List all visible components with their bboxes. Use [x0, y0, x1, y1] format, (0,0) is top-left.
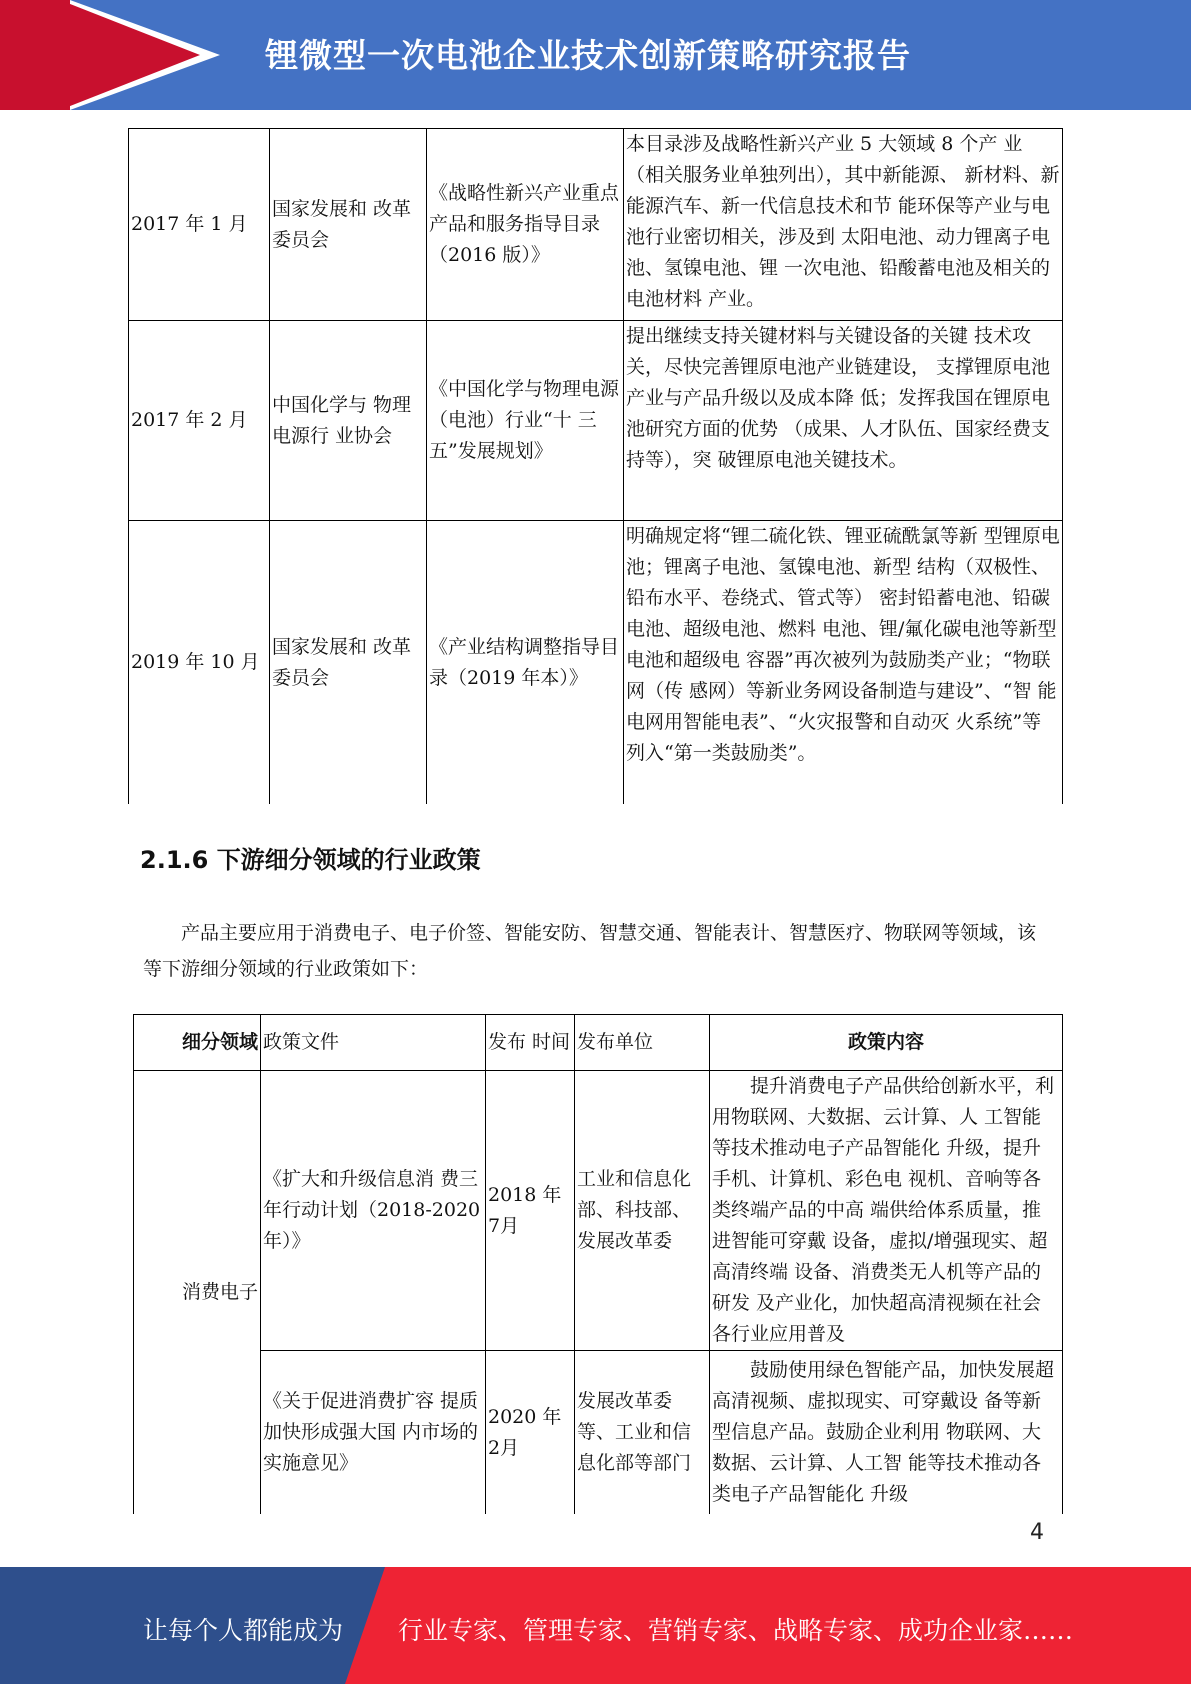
date-cell: 2017 年 2 月	[129, 321, 270, 521]
doc-cell: 《中国化学与物理电源（电池）行业“十 三五”发展规划》	[427, 321, 624, 521]
content-cell: 提出继续支持关键材料与关键设备的关键 技术攻关，尽快完善锂原电池产业链建设， 支撑锂原电池产业与产品升级以及成本降 低；发挥我国在锂原电池研究方面的优势 （成果、人才队伍、国家经费支持等），突 破锂原电池关键技术。	[624, 321, 1063, 521]
header-time: 发布 时间	[486, 1015, 575, 1071]
section-paragraph: 产品主要应用于消费电子、电子价签、智能安防、智慧交通、智能表计、智慧医疗、物联网等领域，该等下游细分领域的行业政策如下：	[143, 922, 1037, 980]
footer-slogan-left: 让每个人都能成为	[143, 1616, 344, 1645]
date-cell: 2019 年 10 月	[129, 521, 270, 805]
unit-cell: 发展改革委等、工业和信息化部等部门	[575, 1351, 710, 1515]
content-cell: 明确规定将“锂二硫化铁、锂亚硫酰氯等新 型锂原电池；锂离子电池、氢镍电池、新型 结构（双极性、铅布水平、卷绕式、管式等） 密封铅蓄电池、铅碳电池、超级电池、燃料 电池、锂/氟化碳电池等新型电池和超级电 容器”再次被列为鼓励类产业；“物联网（传 感网）等新业务网设备制造与建设”、“智 能电网用智能电表”、“火灾报警和自动灭 火系统”等列入“第一类鼓励类”。	[624, 521, 1063, 805]
report-title: 锂微型一次电池企业技术创新策略研究报告	[265, 36, 911, 75]
org-cell: 中国化学与 物理电源行 业协会	[270, 321, 427, 521]
header-doc: 政策文件	[261, 1015, 486, 1071]
doc-cell: 《产业结构调整指导目录（2019 年本）》	[427, 521, 624, 805]
policy-table-downstream	[133, 1014, 1063, 1514]
doc-cell: 《关于促进消费扩容 提质加快形成强大国 内市场的实施意见》	[261, 1351, 486, 1515]
table-row	[134, 1071, 1063, 1351]
page-number: 4	[1030, 1520, 1044, 1545]
org-cell: 国家发展和 改革委员会	[270, 129, 427, 321]
page-footer	[0, 1567, 1191, 1684]
time-cell: 2020 年 2月	[486, 1351, 575, 1515]
table-row	[129, 129, 1063, 321]
table-header-row	[134, 1015, 1063, 1071]
section-heading: 2.1.6 下游细分领域的行业政策	[140, 846, 481, 874]
org-cell: 国家发展和 改革委员会	[270, 521, 427, 805]
domain-cell: 消费电子	[134, 1071, 261, 1515]
content-cell: 本目录涉及战略性新兴产业 5 大领域 8 个产 业（相关服务业单独列出），其中新能源、 新材料、新能源汽车、新一代信息技术和节 能环保等产业与电池行业密切相关，涉及到 太阳电池、动力锂离子电池、氢镍电池、锂 一次电池、铅酸蓄电池及相关的电池材料 产业。	[624, 129, 1063, 321]
header-unit: 发布单位	[575, 1015, 710, 1071]
header-content: 政策内容	[710, 1015, 1063, 1071]
footer-slogan-right: 行业专家、管理专家、营销专家、战略专家、成功企业家……	[398, 1616, 1074, 1645]
table-row	[129, 321, 1063, 521]
header-domain: 细分领域	[134, 1015, 261, 1071]
page-header	[0, 0, 1191, 110]
content-cell: 鼓励使用绿色智能产品，加快发展超高清视频、虚拟现实、可穿戴设 备等新型信息产品。鼓励企业利用 物联网、大数据、云计算、人工智 能等技术推动各类电子产品智能化 升级	[710, 1351, 1063, 1515]
content-cell: 提升消费电子产品供给创新水平，利用物联网、大数据、云计算、人 工智能等技术推动电子产品智能化 升级，提升手机、计算机、彩色电 视机、音响等各类终端产品的中高 端供给体系质量，推进智能可穿戴 设备，虚拟/增强现实、超高清终端 设备、消费类无人机等产品的研发 及产业化，加快超高清视频在社会 各行业应用普及	[710, 1071, 1063, 1351]
time-cell: 2018 年 7月	[486, 1071, 575, 1351]
header-arrow	[60, 0, 200, 110]
unit-cell: 工业和信息化部、科技部、发展改革委	[575, 1071, 710, 1351]
date-cell: 2017 年 1 月	[129, 129, 270, 321]
doc-cell: 《扩大和升级信息消 费三年行动计划（2018-2020 年）》	[261, 1071, 486, 1351]
table-row	[134, 1351, 1063, 1515]
table-row	[129, 521, 1063, 805]
doc-cell: 《战略性新兴产业重点产品和服务指导目录（2016 版）》	[427, 129, 624, 321]
policy-table-upstream	[128, 128, 1063, 804]
